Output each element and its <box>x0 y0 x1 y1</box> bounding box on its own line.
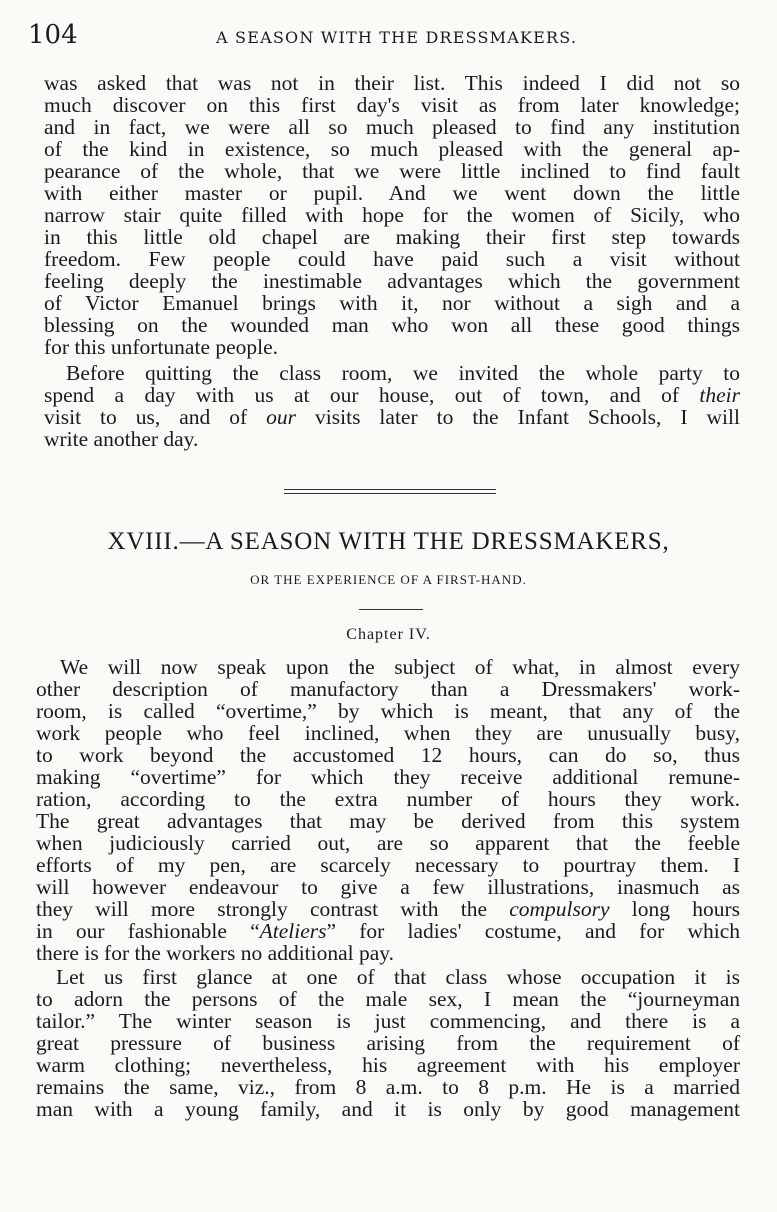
text-line: warm clothing; nevertheless, his agreement with his employer <box>36 1053 740 1077</box>
text-line: We will now speak upon the subject of what, in almost every <box>60 655 740 679</box>
text-line: there is for the workers no additional pay. <box>36 941 395 965</box>
text-line: remains the same, viz., from 8 a.m. to 8 p.m. He is a married <box>36 1075 740 1099</box>
text-line: room, is called “overtime,” by which is meant, that any of the <box>36 699 740 723</box>
text-line: making “overtime” for which they receive additional remune- <box>36 765 740 789</box>
text-line: will however endeavour to give a few illustrations, inasmuch as <box>36 875 740 899</box>
text-line: feeling deeply the inestimable advantages which the government <box>44 269 740 293</box>
text-line: work people who feel inclined, when they are unusually busy, <box>36 721 740 745</box>
article-subtitle: OR THE EXPERIENCE OF A FIRST-HAND. <box>250 572 527 587</box>
section-divider <box>284 489 496 490</box>
text-line: Before quitting the class room, we invited the whole party to <box>66 361 740 385</box>
text-line: to work beyond the accustomed 12 hours, can do so, thus <box>36 743 740 767</box>
text-line: The great advantages that may be derived from this system <box>36 809 740 833</box>
text-line: with either master or pupil. And we went down the little <box>44 181 740 205</box>
text-line: was asked that was not in their list. This indeed I did not so <box>44 71 740 95</box>
text-line: write another day. <box>44 427 199 451</box>
text-line: spend a day with us at our house, out of town, and of their <box>44 383 740 407</box>
text-line: they will more strongly contrast with the compulsory long hours <box>36 897 740 921</box>
text-line: great pressure of business arising from the requirement of <box>36 1031 740 1055</box>
text-line: efforts of my pen, are scarcely necessary to pourtray them. I <box>36 853 740 877</box>
text-line: man with a young family, and it is only by good management <box>36 1097 740 1121</box>
text-line: ration, according to the extra number of hours they work. <box>36 787 740 811</box>
chapter-heading: Chapter IV. <box>346 626 431 643</box>
page-number: 104 <box>28 20 78 50</box>
text-line: in this little old chapel are making their first step towards <box>44 225 740 249</box>
page-header <box>28 20 747 50</box>
text-line: to adorn the persons of the male sex, I mean the “journeyman <box>36 987 740 1011</box>
text-line: freedom. Few people could have paid such a visit without <box>44 247 740 271</box>
text-line: other description of manufactory than a Dressmakers' work- <box>36 677 740 701</box>
text-line: blessing on the wounded man who won all these good things <box>44 313 740 337</box>
text-line: pearance of the whole, that we were little inclined to find fault <box>44 159 740 183</box>
section-divider <box>284 493 496 494</box>
text-line: for this unfortunate people. <box>44 335 279 359</box>
text-line: and in fact, we were all so much pleased to find any institution <box>44 115 740 139</box>
text-line: of Victor Emanuel brings with it, nor without a sigh and a <box>44 291 740 315</box>
text-line: Let us first glance at one of that class whose occupation it is <box>56 965 740 989</box>
text-line: tailor.” The winter season is just commencing, and there is a <box>36 1009 740 1033</box>
text-line: visit to us, and of our visits later to the Infant Schools, I will <box>44 405 740 429</box>
text-line: of the kind in existence, so much pleased with the general ap- <box>44 137 740 161</box>
text-line: much discover on this first day's visit as from later knowledge; <box>44 93 740 117</box>
text-line: narrow stair quite filled with hope for the women of Sicily, who <box>44 203 740 227</box>
text-line: when judiciously carried out, are so apparent that the feeble <box>36 831 740 855</box>
article-title: XVIII.—A SEASON WITH THE DRESSMAKERS, <box>107 528 670 555</box>
short-divider <box>359 609 423 610</box>
text-line: in our fashionable “Ateliers” for ladies' costume, and for which <box>36 919 740 943</box>
running-title: A SEASON WITH THE DRESSMAKERS. <box>216 28 578 47</box>
